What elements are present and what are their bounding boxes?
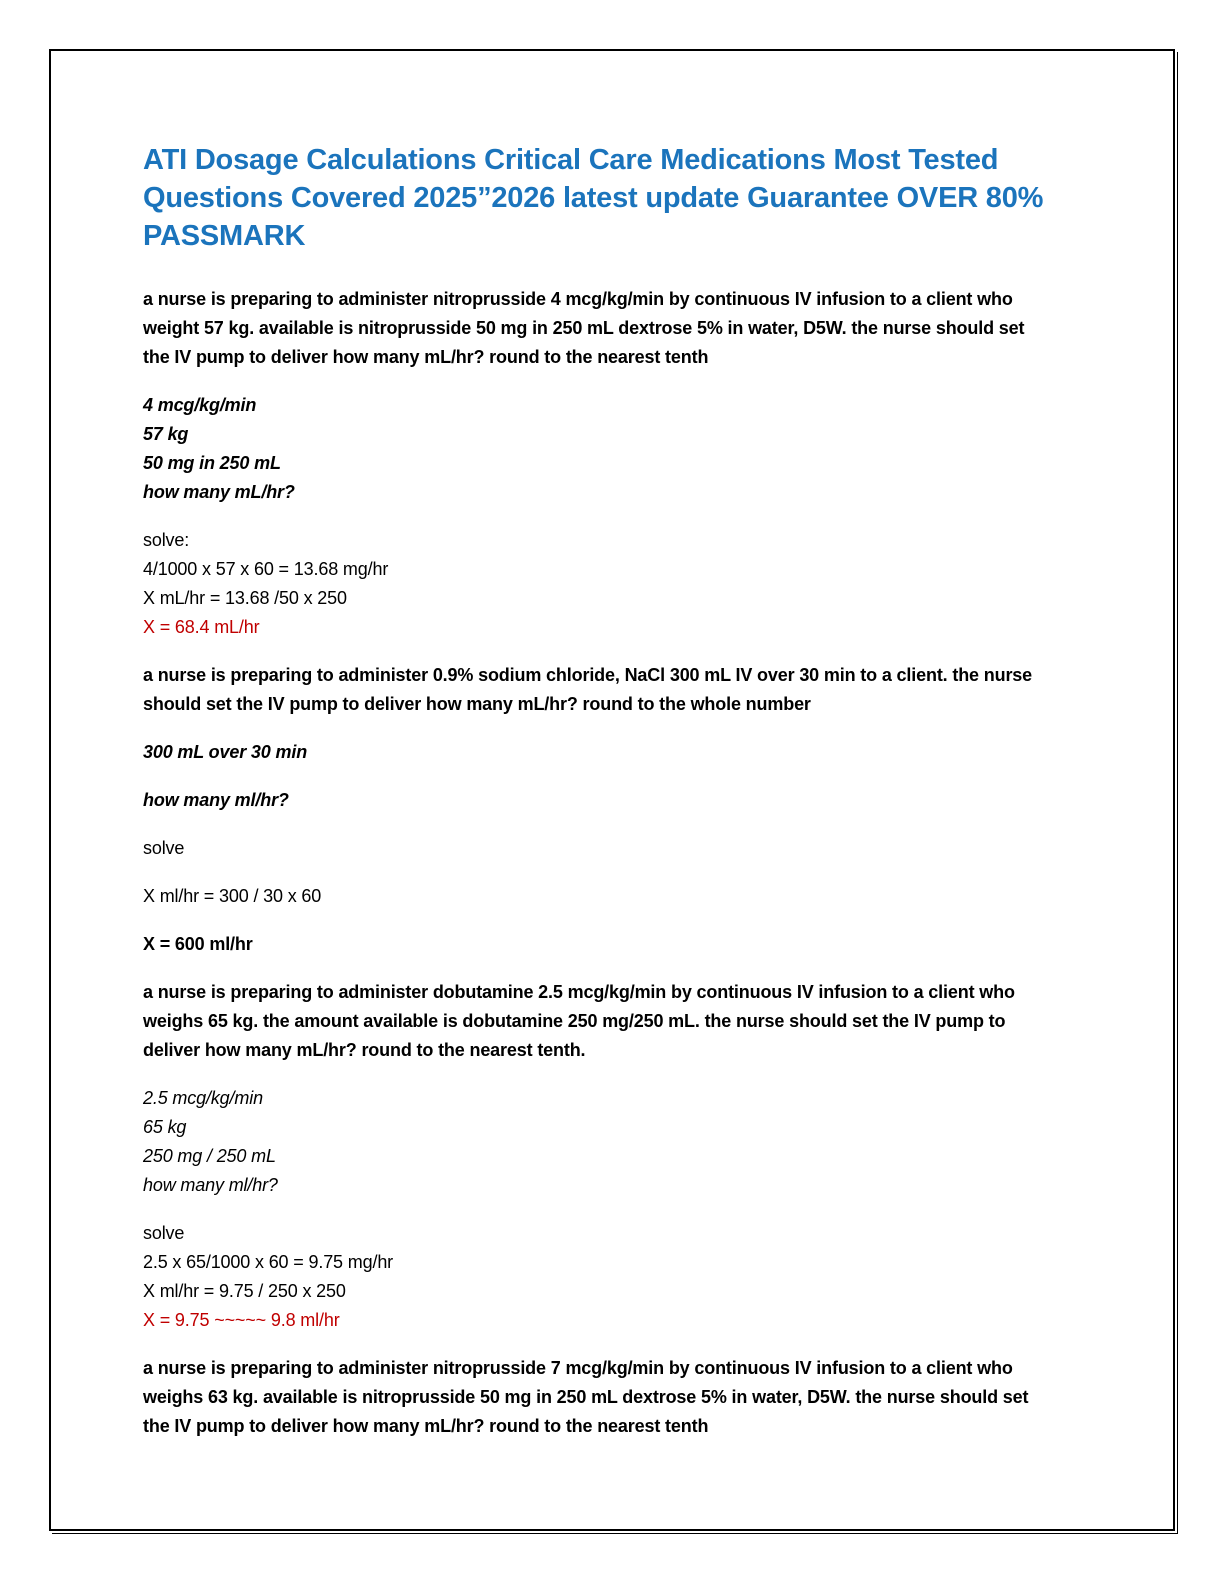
given-value-line: how many mL/hr? [143,482,295,502]
solution-step-line: X ml/hr = 9.75 / 250 x 250 [143,1281,346,1301]
given-value-line: 65 kg [143,1117,187,1137]
answer-text: X = 68.4 mL/hr [143,617,260,637]
question-4-text: a nurse is preparing to administer nitroprusside 7 mcg/kg/min by continuous IV infusion to a client who weighs 63 kg. available is nitroprusside 50 mg in 250 mL dextrose 5% in water, D5W. the nurse should set the IV pump to deliver how many mL/hr? round to the nearest tenth [143,1358,1029,1436]
document-page [49,49,1175,1531]
solution-step-line: solve [143,838,185,858]
given-value-line: how many ml/hr? [143,790,289,810]
question-1-text: a nurse is preparing to administer nitroprusside 4 mcg/kg/min by continuous IV infusion to a client who weight 57 kg. available is nitroprusside 50 mg in 250 mL dextrose 5% in water, D5W. the nurse should set the IV pump to deliver how many mL/hr? round to the nearest tenth [143,289,1025,367]
solution-step-line: solve: [143,530,190,550]
document-title: ATI Dosage Calculations Critical Care Medications Most Tested Questions Covered 2025”2026 latest update Guarantee OVER 80% PASSMARK [143,144,1044,252]
solution-step-line: 2.5 x 65/1000 x 60 = 9.75 mg/hr [143,1252,394,1272]
given-value-line: 4 mcg/kg/min [143,395,257,415]
solution-step-line: X ml/hr = 300 / 30 x 60 [143,886,322,906]
given-value-line: 57 kg [143,424,189,444]
question-3-text: a nurse is preparing to administer dobutamine 2.5 mcg/kg/min by continuous IV infusion to a client who weighs 65 kg. the amount available is dobutamine 250 mg/250 mL. the nurse should set the IV pump to deliver how many mL/hr? round to the nearest tenth. [143,982,1015,1060]
question-1-solution [143,526,1049,642]
document-content [143,141,1049,1460]
solution-step-line: X mL/hr = 13.68 /50 x 250 [143,588,347,608]
question-1-given [143,391,1049,507]
answer-text: X = 600 ml/hr [143,934,253,954]
given-value-line: 250 mg / 250 mL [143,1146,276,1166]
given-value-line: 2.5 mcg/kg/min [143,1088,263,1108]
question-2-text: a nurse is preparing to administer 0.9% sodium chloride, NaCl 300 mL IV over 30 min to a client. the nurse should set the IV pump to deliver how many mL/hr? round to the whole number [143,665,1033,714]
solution-step-line: 4/1000 x 57 x 60 = 13.68 mg/hr [143,559,389,579]
given-value-line: 300 mL over 30 min [143,742,308,762]
question-3-given [143,1084,1049,1200]
question-3-solution [143,1219,1049,1335]
given-value-line: how many ml/hr? [143,1175,278,1195]
answer-text: X = 9.75 ~~~~~ 9.8 ml/hr [143,1310,340,1330]
solution-step-line: solve [143,1223,185,1243]
given-value-line: 50 mg in 250 mL [143,453,281,473]
